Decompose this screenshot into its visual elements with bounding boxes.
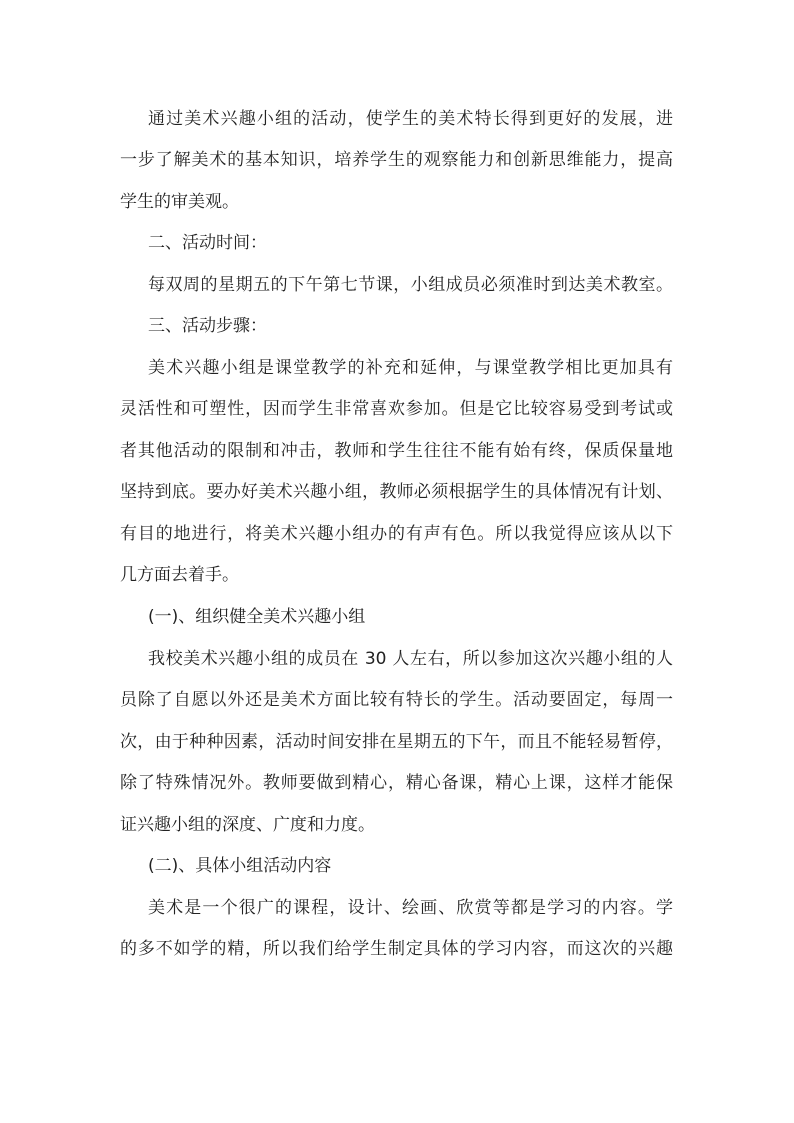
body-text-line: 美术兴趣小组是课堂教学的补充和延伸，与课堂教学相比更加具有: [148, 358, 673, 378]
body-text-line: 证兴趣小组的深度、广度和力度。: [120, 815, 375, 835]
body-text-line: 除了特殊情况外。教师要做到精心，精心备课，精心上课，这样才能保: [120, 773, 673, 793]
body-text-line: 我校美术兴趣小组的成员在 30 人左右，所以参加这次兴趣小组的人: [148, 649, 673, 669]
body-text-line: 美术是一个很广的课程，设计、绘画、欣赏等都是学习的内容。学: [148, 898, 673, 918]
body-text-line: 通过美术兴趣小组的活动，使学生的美术特长得到更好的发展，进: [148, 109, 673, 129]
body-text-line: 次，由于种种因素，活动时间安排在星期五的下午，而且不能轻易暂停，: [120, 732, 673, 752]
body-text-line: 灵活性和可塑性，因而学生非常喜欢参加。但是它比较容易受到考试或: [120, 399, 673, 419]
body-text-line: 一步了解美术的基本知识，培养学生的观察能力和创新思维能力，提高: [120, 150, 673, 170]
body-text-line: 的多不如学的精，所以我们给学生制定具体的学习内容，而这次的兴趣: [120, 939, 673, 959]
body-text-line: 学生的审美观。: [120, 192, 239, 212]
subsection-heading: (二)、具体小组活动内容: [148, 856, 332, 876]
body-text-line: 每双周的星期五的下午第七节课，小组成员必须准时到达美术教室。: [148, 275, 673, 295]
body-text-line: 者其他活动的限制和冲击，教师和学生往往不能有始有终，保质保量地: [120, 441, 673, 461]
section-heading: 三、活动步骤：: [148, 316, 267, 336]
body-text-line: 坚持到底。要办好美术兴趣小组，教师必须根据学生的具体情况有计划、: [120, 482, 673, 502]
section-heading: 二、活动时间：: [148, 233, 267, 253]
subsection-heading: (一)、组织健全美术兴趣小组: [148, 607, 366, 627]
body-text-line: 有目的地进行，将美术兴趣小组办的有声有色。所以我觉得应该从以下: [120, 524, 673, 544]
body-text-line: 几方面去着手。: [120, 565, 239, 585]
body-text-line: 员除了自愿以外还是美术方面比较有特长的学生。活动要固定，每周一: [120, 690, 673, 710]
